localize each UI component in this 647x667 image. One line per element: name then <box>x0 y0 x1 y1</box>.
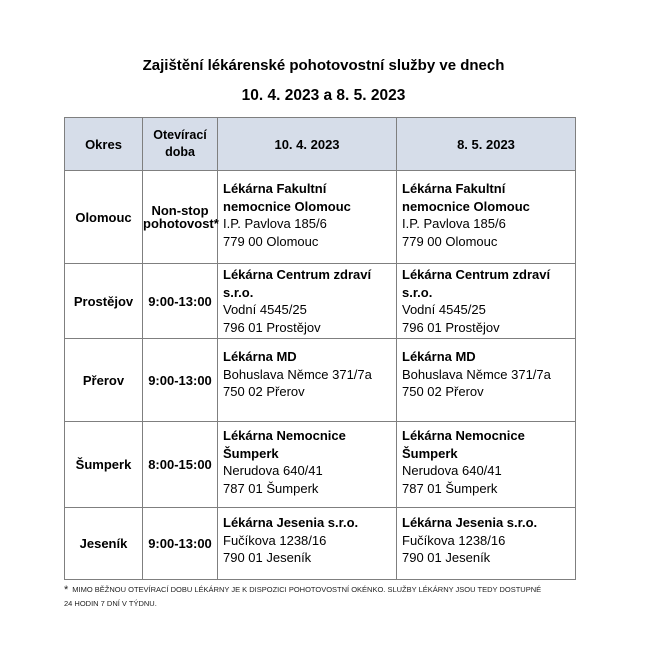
pharmacy-name: Lékárna Centrum zdraví <box>223 267 372 282</box>
pharmacy-cell-day2 <box>397 422 576 508</box>
header-district: Okres <box>65 118 143 171</box>
pharmacy-city: 787 01 Šumperk <box>402 480 498 496</box>
district-cell: Jeseník <box>65 508 143 580</box>
pharmacy-name: Lékárna MD <box>402 349 476 364</box>
pharmacy-name-cont: nemocnice Olomouc <box>402 198 530 214</box>
district-cell: Olomouc <box>65 171 143 264</box>
district-cell: Přerov <box>65 339 143 422</box>
footnote-line-1: MIMO BĚŽNOU OTEVÍRACÍ DOBU LÉKÁRNY JE K DISPOZICI POHOTOVOSTNÍ OKÉNKO. SLUŽBY LÉKÁRNY JSOU TEDY DOSTUPNÉ <box>72 585 542 594</box>
pharmacy-cell-day2 <box>397 508 576 580</box>
pharmacy-city: 790 01 Jeseník <box>223 550 312 565</box>
pharmacy-cell-day1 <box>218 264 397 339</box>
hours-cell: 9:00-13:00 <box>143 264 218 339</box>
pharmacy-name-cont: Šumperk <box>223 445 279 461</box>
pharmacy-name: Lékárna Fakultní <box>223 181 327 196</box>
pharmacy-city: 779 00 Olomouc <box>402 233 498 249</box>
pharmacy-street: Vodní 4545/25 <box>402 302 486 317</box>
hours-cell: 9:00-13:00 <box>143 508 218 580</box>
pharmacy-city: 796 01 Prostějov <box>402 319 500 335</box>
pharmacy-city: 796 01 Prostějov <box>223 319 321 335</box>
table-row <box>65 508 576 580</box>
table-header-row <box>65 118 576 171</box>
pharmacy-name: Lékárna MD <box>223 349 297 364</box>
table-row <box>65 339 576 422</box>
footnote <box>64 583 594 611</box>
pharmacy-cell-day2 <box>397 171 576 264</box>
pharmacy-cell-day1 <box>218 422 397 508</box>
pharmacy-name: Lékárna Jesenia s.r.o. <box>223 515 359 530</box>
pharmacy-street: Fučíkova 1238/16 <box>402 532 506 548</box>
header-date-2: 8. 5. 2023 <box>397 118 576 171</box>
pharmacy-cell-day2 <box>397 339 576 422</box>
hours-emergency: pohotovost* <box>143 216 219 231</box>
hours-nonstop: Non-stop <box>151 203 209 218</box>
pharmacy-schedule-table <box>64 117 576 580</box>
pharmacy-street: Fučíkova 1238/16 <box>223 532 327 548</box>
pharmacy-city: 779 00 Olomouc <box>223 233 319 249</box>
pharmacy-city: 750 02 Přerov <box>402 384 484 399</box>
pharmacy-name-cont: Šumperk <box>402 445 458 461</box>
pharmacy-cell-day2 <box>397 264 576 339</box>
header-opening-hours-label: Otevírací doba <box>153 128 207 159</box>
header-date-1: 10. 4. 2023 <box>218 118 397 171</box>
pharmacy-street: I.P. Pavlova 185/6 <box>223 216 327 231</box>
pharmacy-street: Vodní 4545/25 <box>223 302 307 317</box>
district-cell: Prostějov <box>65 264 143 339</box>
pharmacy-name-cont: nemocnice Olomouc <box>223 198 351 214</box>
pharmacy-name-cont: s.r.o. <box>402 284 433 300</box>
hours-cell: 8:00-15:00 <box>143 422 218 508</box>
pharmacy-city: 790 01 Jeseník <box>402 550 491 565</box>
hours-cell: 9:00-13:00 <box>143 339 218 422</box>
district-cell: Šumperk <box>65 422 143 508</box>
pharmacy-street: Bohuslava Němce 371/7a <box>402 366 551 382</box>
pharmacy-name: Lékárna Fakultní <box>402 181 506 196</box>
footnote-asterisk: * <box>64 584 69 596</box>
pharmacy-street: Nerudova 640/41 <box>402 463 502 478</box>
pharmacy-cell-day1 <box>218 508 397 580</box>
pharmacy-name: Lékárna Jesenia s.r.o. <box>402 515 538 530</box>
pharmacy-name-cont: s.r.o. <box>223 284 254 300</box>
table-row <box>65 171 576 264</box>
document-dates: 10. 4. 2023 a 8. 5. 2023 <box>241 87 406 104</box>
document-title: Zajištění lékárenské pohotovostní služby ve dnech <box>142 57 505 74</box>
pharmacy-name: Lékárna Nemocnice <box>223 428 346 443</box>
pharmacy-cell-day1 <box>218 171 397 264</box>
pharmacy-cell-day1 <box>218 339 397 422</box>
pharmacy-name: Lékárna Nemocnice <box>402 428 525 443</box>
table-row <box>65 264 576 339</box>
table-row <box>65 422 576 508</box>
pharmacy-city: 787 01 Šumperk <box>223 480 319 496</box>
pharmacy-street: I.P. Pavlova 185/6 <box>402 216 506 231</box>
header-opening-hours <box>143 118 218 171</box>
footnote-line-2: 24 HODIN 7 DNÍ V TÝDNU. <box>64 599 157 608</box>
pharmacy-city: 750 02 Přerov <box>223 384 305 399</box>
pharmacy-name: Lékárna Centrum zdraví <box>402 267 551 282</box>
pharmacy-street: Nerudova 640/41 <box>223 463 323 478</box>
hours-cell <box>143 171 218 264</box>
pharmacy-street: Bohuslava Němce 371/7a <box>223 366 372 382</box>
